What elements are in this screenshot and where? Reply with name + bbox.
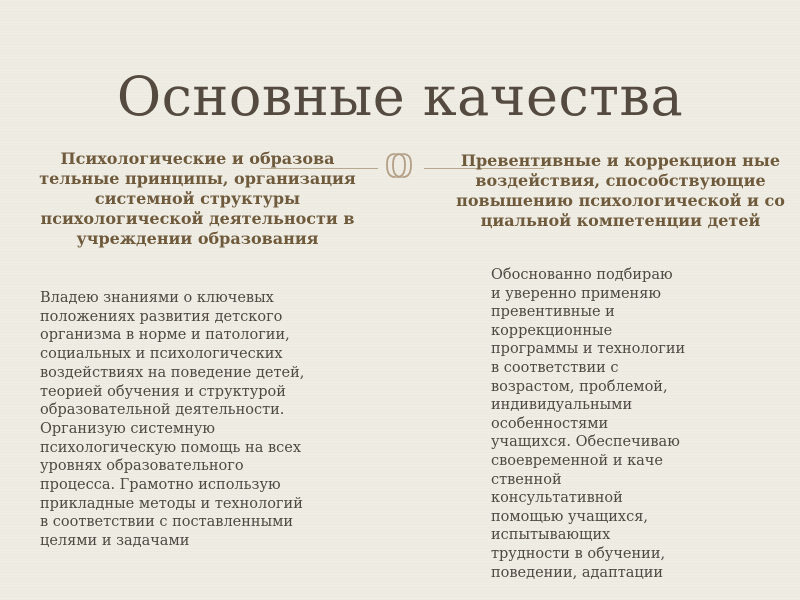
- slide-title: Основные качества: [116, 65, 684, 128]
- right-column-bullet: [459, 266, 759, 582]
- right-column-heading: Превентивные и коррекцион ные воздействия, способствующие повышению психологической и со циальной компетенции детей: [456, 151, 785, 230]
- left-column-bullet: [12, 289, 392, 551]
- bullet-icon: [459, 266, 491, 267]
- double-hook-ornament-icon: [379, 146, 419, 186]
- right-column-text: Обоснованно подбираю и уверенно применяю превентивные и коррекционные программы и технологии в соответствии с возрастом, проблемой, индивидуальными особенностями учащихся. Обеспечиваю своевременной и каче ственной консультативной помощью учащихся, испытывающих трудности в обучении, поведении, адаптации: [491, 267, 686, 581]
- bullet-icon: [12, 289, 40, 290]
- left-column-text: Владею знаниями о ключевых положениях развития детского организма в норме и патологии, социальных и психологических воздействиях на поведение детей, теорией обучения и структурой образовательной деятельности. Организую системную психологическую помощь на всех уровнях образовательного процесса. Грамотно использую прикладные методы и технологий в соответствии с поставленными целями и задачами: [40, 290, 305, 550]
- left-column-heading: Психологические и образова тельные принципы, организация системной структуры психологической деятельности в учреждении образования: [39, 149, 356, 248]
